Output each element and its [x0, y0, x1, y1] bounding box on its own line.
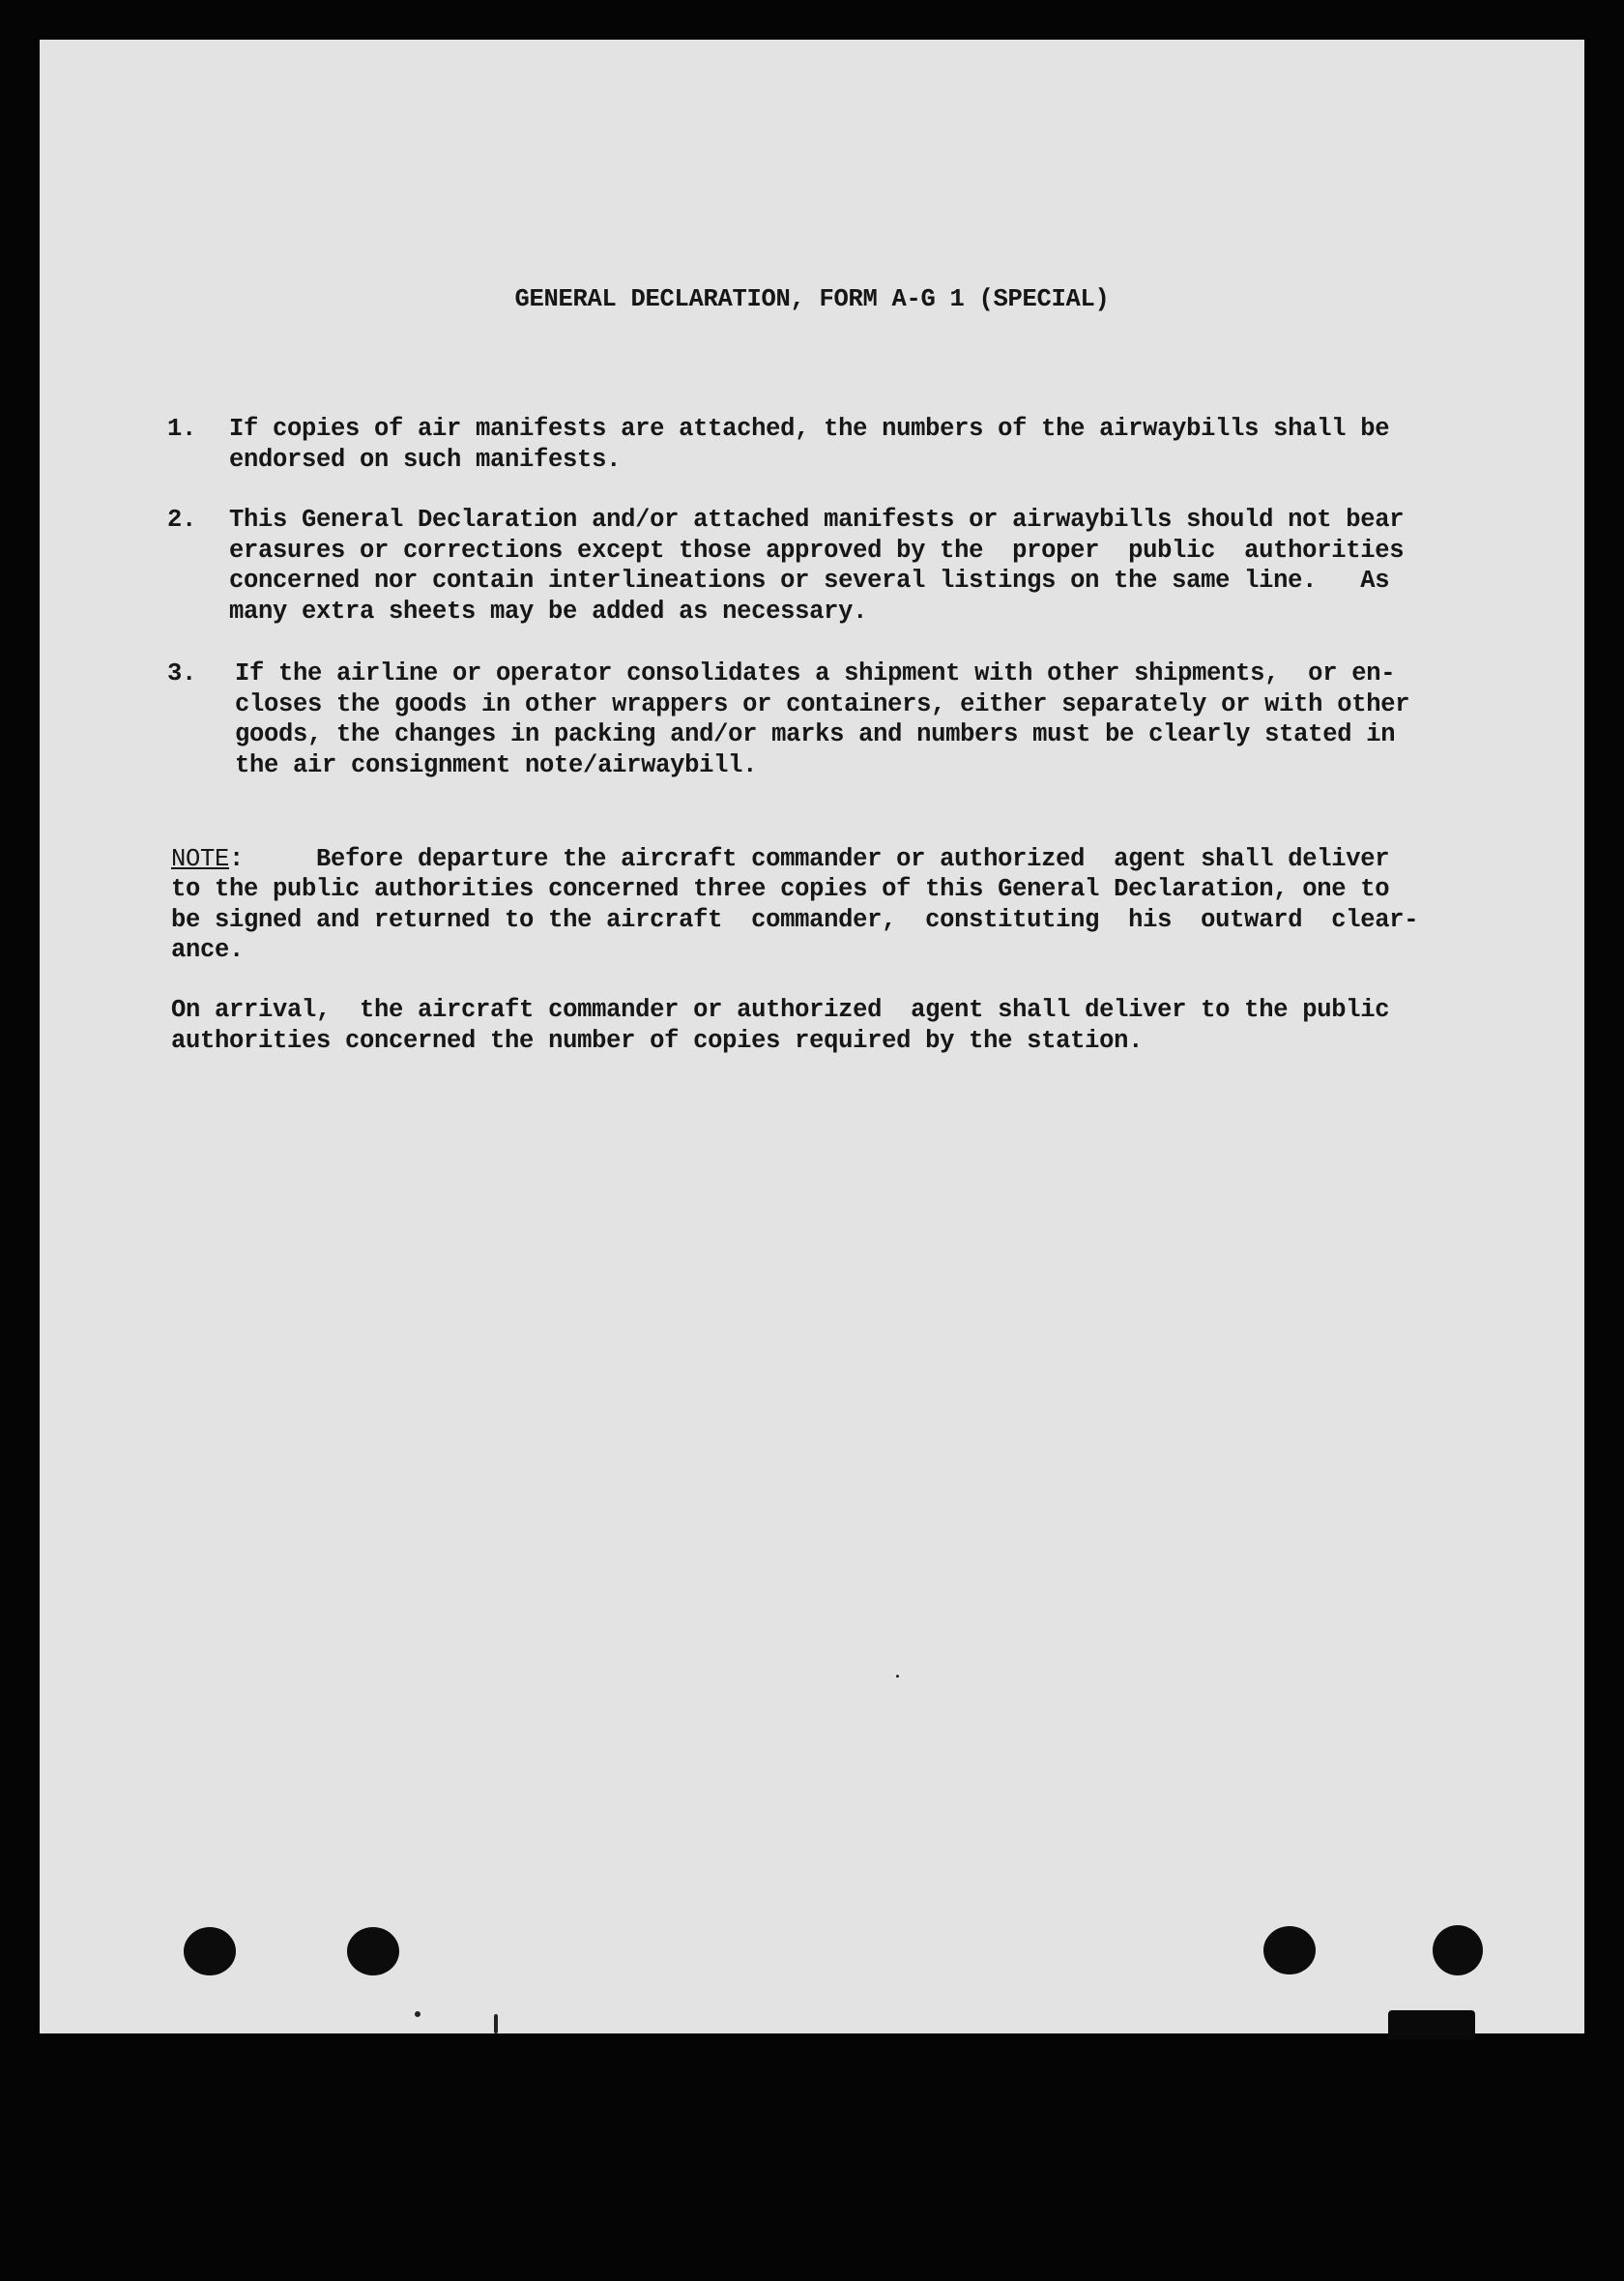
punch-hole — [347, 1927, 399, 1975]
item-1-number: 1. — [167, 415, 197, 443]
scan-blot — [1388, 2010, 1475, 2039]
document-page — [40, 40, 1584, 2033]
scan-speck — [415, 2011, 420, 2017]
item-3-text: If the airline or operator consolidates a shipment with other shipments, or en- closes the goods in other wrappers or containers, either separately or with other goods, the changes in packing and/or marks and numbers must be clearly stated in the air consignment note/airwaybill. — [235, 659, 1410, 779]
note-continuation: to the public authorities concerned three copies of this General Declaration, one to be signed and returned to the aircraft commander, constituting his outward clear- ance. — [171, 875, 1419, 964]
punch-hole — [1263, 1926, 1316, 1974]
punch-hole — [184, 1927, 236, 1975]
item-2-number: 2. — [167, 506, 197, 534]
punch-hole — [1433, 1925, 1483, 1975]
arrival-paragraph: On arrival, the aircraft commander or authorized agent shall deliver to the public authorities concerned the number of copies required by the station. — [171, 996, 1390, 1055]
note-first-line — [171, 844, 1389, 875]
document-title: GENERAL DECLARATION, FORM A-G 1 (SPECIAL) — [514, 285, 1110, 313]
scan-speck — [896, 1675, 899, 1678]
note-label: NOTE — [171, 845, 230, 873]
item-2-text: This General Declaration and/or attached manifests or airwaybills should not bear erasures or corrections except those approved by the proper public authorities concerned nor contain interlineations or several listings on the same line. As many extra sheets may be added as necessary. — [229, 506, 1405, 626]
scan-speck — [494, 2014, 498, 2033]
note-first-line-rest: : Before departure the aircraft commander or authorized agent shall deliver — [229, 845, 1390, 873]
item-1-text: If copies of air manifests are attached, the numbers of the airwaybills shall be endorsed on such manifests. — [229, 415, 1390, 474]
item-3-number: 3. — [167, 659, 197, 687]
